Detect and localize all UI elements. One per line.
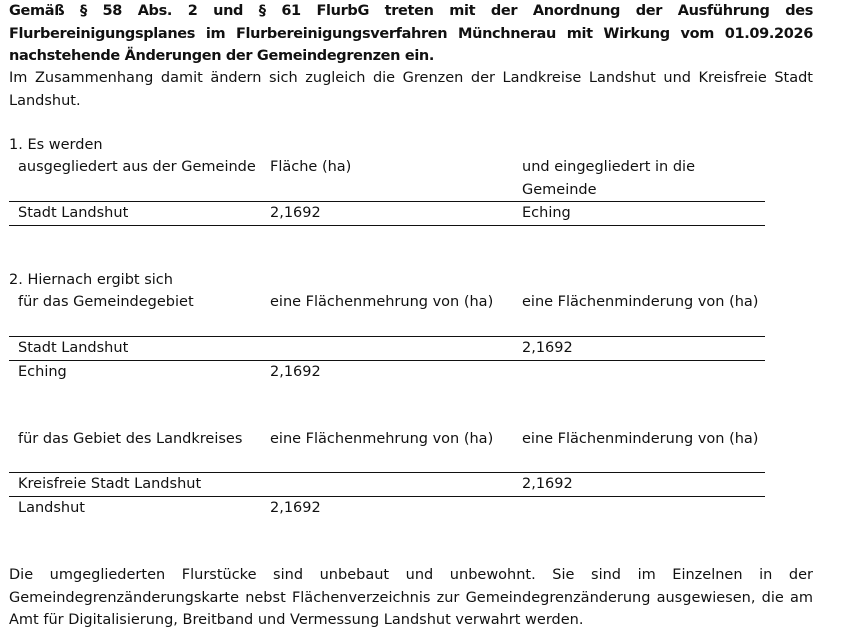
gemeinde-header-minus: eine Flächenminderung von (ha) (522, 294, 759, 310)
landkreis-header-name: für das Gebiet des Landkreises (18, 431, 243, 447)
landkreis-header-plus: eine Flächenmehrung von (ha) (270, 431, 494, 447)
gemeinde-row-minus: 2,1692 (522, 340, 573, 356)
gemeinde-header-name: für das Gemeindegebiet (18, 294, 194, 310)
landkreis-header-minus: eine Flächenminderung von (ha) (522, 431, 759, 447)
landkreis-row-name: Kreisfreie Stadt Landshut (18, 476, 202, 492)
closing-paragraph: Die umgegliederten Flurstücke sind unbebaut und unbewohnt. Sie sind im Einzelnen in der Gemeindegrenzänderungskarte nebst Flächenverzeichnis zur Gemeindegrenzänderung ausgewiesen, die am Amt für Digitalisierung, Breitband und Vermessung Landshut verwahrt werden. (9, 567, 813, 628)
section1-row-area: 2,1692 (270, 205, 321, 221)
landkreis-row-minus: 2,1692 (522, 476, 573, 492)
gemeinde-row-plus: 2,1692 (270, 364, 321, 380)
section1-header-to: und eingegliedert in die Gemeinde (522, 159, 696, 198)
heading-paragraph: Gemäß § 58 Abs. 2 und § 61 FlurbG treten mit der Anordnung der Ausführung des Flurbereinigungsplanes im Flurbereinigungsverfahren Münchnerau mit Wirkung vom 01.09.2026 nachstehende Änderungen der Gemeindegrenzen ein. (9, 3, 813, 64)
section2-title: 2. Hiernach ergibt sich (9, 272, 173, 288)
section1-row-rule (9, 225, 765, 226)
section1-header-area: Fläche (ha) (270, 159, 352, 175)
landkreis-row-name: Landshut (18, 500, 85, 516)
section1-header-from: ausgegliedert aus der Gemeinde (18, 159, 256, 175)
section1-row-from: Stadt Landshut (18, 205, 129, 221)
gemeinde-row-name: Eching (18, 364, 67, 380)
gemeinde-header-plus: eine Flächenmehrung von (ha) (270, 294, 494, 310)
gemeinde-row-name: Stadt Landshut (18, 340, 129, 356)
section1-row-to: Eching (522, 205, 571, 221)
landkreis-row-plus: 2,1692 (270, 500, 321, 516)
intro-paragraph: Im Zusammenhang damit ändern sich zugleich die Grenzen der Landkreise Landshut und Kreisfreie Stadt Landshut. (9, 70, 813, 109)
section1-title: 1. Es werden (9, 137, 103, 153)
